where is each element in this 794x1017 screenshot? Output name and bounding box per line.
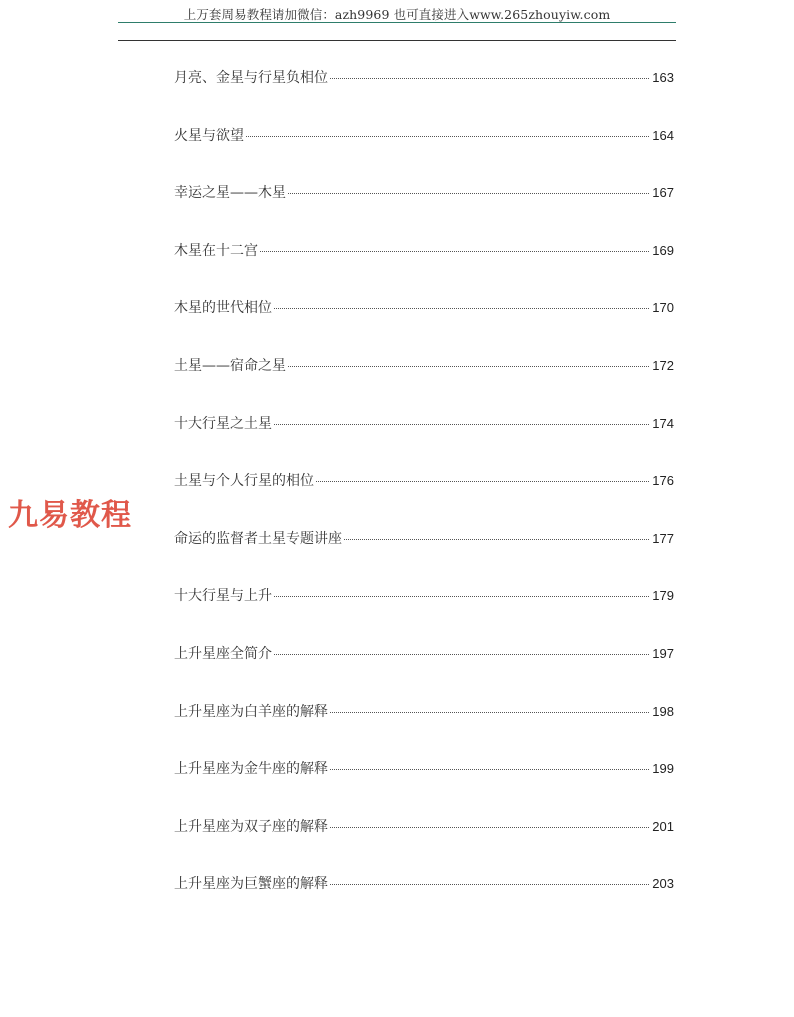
toc-dot-leader <box>330 884 649 885</box>
toc-dot-leader <box>288 366 649 367</box>
toc-entry-title: 十大行星与上升 <box>174 588 272 605</box>
toc-entry[interactable] <box>174 62 674 120</box>
toc-dot-leader <box>330 712 649 713</box>
toc-entry-page: 163 <box>652 70 674 85</box>
toc-entry-title: 命运的监督者土星专题讲座 <box>174 530 342 547</box>
header-text: 上万套周易教程请加微信：azh9969 也可直接进入www.265zhouyiw.com <box>183 7 611 22</box>
toc-dot-leader <box>330 78 649 79</box>
toc-dot-leader <box>330 827 649 828</box>
toc-entry[interactable] <box>174 580 674 638</box>
toc-entry-title: 幸运之星——木星 <box>174 185 286 202</box>
toc-entry-page: 198 <box>652 703 674 719</box>
toc-entry[interactable] <box>174 868 674 926</box>
toc-entry-page: 199 <box>652 761 674 777</box>
toc-dot-leader <box>344 539 649 540</box>
toc-entry-title: 土星——宿命之星 <box>174 357 286 374</box>
toc-dot-leader <box>316 481 649 482</box>
toc-entry-page: 177 <box>652 530 674 546</box>
toc-entry[interactable] <box>174 408 674 466</box>
toc-entry-title: 木星在十二宫 <box>174 242 258 259</box>
toc-dot-leader <box>288 193 649 194</box>
toc-entry[interactable] <box>174 811 674 869</box>
watermark-logo: 九易教程 <box>8 498 132 533</box>
toc-entry-title: 火星与欲望 <box>174 127 244 144</box>
toc-entry[interactable] <box>174 696 674 754</box>
toc-dot-leader <box>274 596 649 597</box>
toc-entry[interactable] <box>174 350 674 408</box>
header-divider-green <box>118 22 676 23</box>
page-header <box>118 0 676 24</box>
toc-entry-title: 木星的世代相位 <box>174 300 272 317</box>
toc-entry[interactable] <box>174 753 674 811</box>
toc-dot-leader <box>274 424 649 425</box>
toc-entry-page: 167 <box>652 185 674 201</box>
toc-entry-title: 土星与个人行星的相位 <box>174 473 314 490</box>
toc-entry-page: 197 <box>652 645 674 661</box>
toc-dot-leader <box>260 251 649 252</box>
toc-entry-title: 上升星座为双子座的解释 <box>174 818 328 835</box>
toc-entry[interactable] <box>174 465 674 523</box>
toc-dot-leader <box>330 769 649 770</box>
toc-entry-page: 203 <box>652 876 674 892</box>
toc-entry-title: 上升星座全简介 <box>174 645 272 662</box>
toc-entry-title: 十大行星之土星 <box>174 415 272 432</box>
toc-entry-page: 169 <box>652 242 674 258</box>
toc-entry-page: 179 <box>652 588 674 604</box>
toc-dot-leader <box>246 136 649 137</box>
toc-entry[interactable] <box>174 523 674 581</box>
header-divider-black <box>118 40 676 41</box>
toc-entry-title: 上升星座为巨蟹座的解释 <box>174 876 328 893</box>
toc-entry[interactable] <box>174 235 674 293</box>
toc-entry-page: 172 <box>652 357 674 373</box>
toc-entry-page: 201 <box>652 818 674 834</box>
toc-entry-page: 164 <box>652 127 674 143</box>
toc-entry-title: 上升星座为白羊座的解释 <box>174 703 328 720</box>
toc-dot-leader <box>274 654 649 655</box>
toc-dot-leader <box>274 308 649 309</box>
toc-entry-title: 上升星座为金牛座的解释 <box>174 761 328 778</box>
toc-entry[interactable] <box>174 177 674 235</box>
toc-entry-page: 176 <box>652 473 674 489</box>
toc-entry-page: 170 <box>652 300 674 316</box>
toc-entry-title: 月亮、金星与行星负相位 <box>174 70 328 86</box>
toc-entry-page: 174 <box>652 415 674 431</box>
table-of-contents <box>174 62 674 926</box>
toc-entry[interactable] <box>174 292 674 350</box>
toc-entry[interactable] <box>174 120 674 178</box>
toc-entry[interactable] <box>174 638 674 696</box>
